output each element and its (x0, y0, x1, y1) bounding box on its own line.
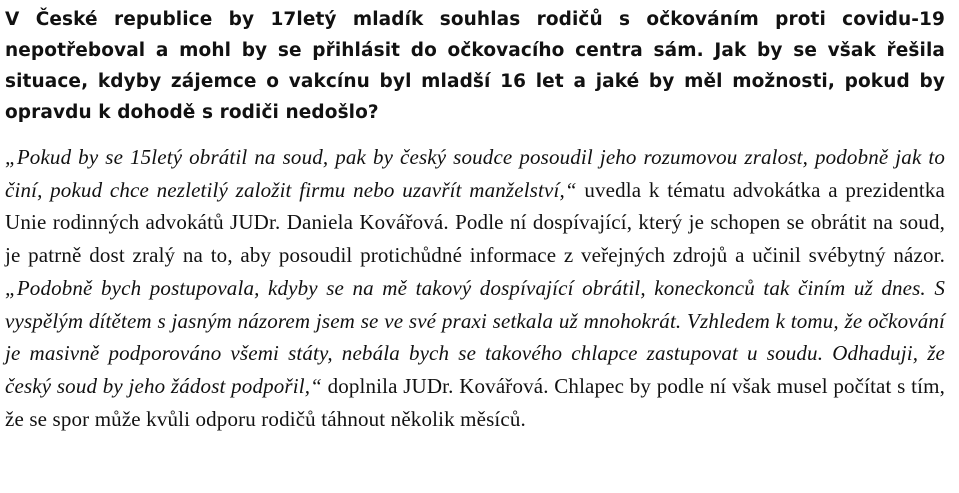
quote-kovarova-1: „Pokud by se 15letý obrátil na soud, pak by český soudce posoudil jeho rozumovou zralost, podobně jak to činí, pokud chce nezletilý založit firmu nebo uzavřít manželství,“ (5, 145, 945, 202)
article (5, 4, 945, 435)
article-paragraph (5, 141, 945, 435)
paragraph-text-2: doplnila JUDr. Kovářová. Chlapec by podle ní však musel počítat s tím, že se spor může kvůli odporu rodičů táhnout několik měsíců. (5, 373, 945, 431)
paragraph-text-1: uvedla k tématu advokátka a prezidentka Unie rodinných advokátů JUDr. Daniela Kovářová. Podle ní dospívající, který je schopen se obrátit na soud, je patrně dost zralý na to, aby posoudil protichůdné informace z veřejných zdrojů a učinil svébytný názor. (5, 177, 945, 268)
article-headline: V České republice by 17letý mladík souhlas rodičů s očkováním proti covidu-19 nepotřeboval a mohl by se přihlásit do očkovacího centra sám. Jak by se však řešila situace, kdyby zájemce o vakcínu byl mladší 16 let a jaké by měl možnosti, pokud by opravdu k dohodě s rodiči nedošlo? (5, 9, 945, 123)
quote-kovarova-2: „Podobně bych postupovala, kdyby se na mě takový dospívající obrátil, koneckonců tak činím už dnes. S vyspělým dítětem s jasným názorem jsem se ve své praxi setkala už mnohokrát. Vzhledem k tomu, že očkování je masivně podporováno všemi státy, nebála bych se takového chlapce zastupovat u soudu. Odhaduji, že český soud by jeho žádost podpořil,“ (5, 275, 945, 398)
